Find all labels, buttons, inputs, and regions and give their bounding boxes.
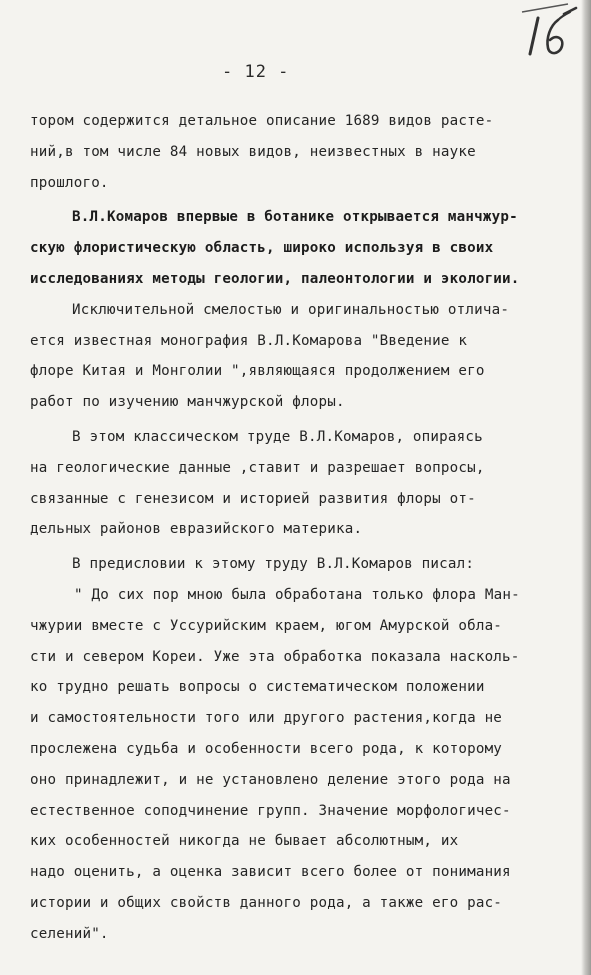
text-line: работ по изучению манчжурской флоры. bbox=[30, 394, 345, 411]
text-line: ется известная монография В.Л.Комарова "Введение к bbox=[30, 332, 468, 349]
text-line: В.Л.Комаров впервые в ботанике открывается манчжур- bbox=[72, 209, 518, 226]
text-line: ких особенностей никогда не бывает абсолютным, их bbox=[30, 833, 459, 850]
text-line: В этом классическом труде В.Л.Комаров, опираясь bbox=[72, 428, 483, 445]
text-line: В предисловии к этому труду В.Л.Комаров писал: bbox=[72, 556, 475, 573]
text-line: Исключительной смелостью и оригинальностью отлича- bbox=[72, 301, 510, 318]
body-text bbox=[30, 106, 570, 950]
text-line: селений". bbox=[30, 925, 109, 942]
text-line: на геологические данные ,ставит и разрешает вопросы, bbox=[30, 459, 485, 476]
text-line: исследованиях методы геологии, палеонтологии и экологии. bbox=[30, 270, 520, 287]
text-line: прослежена судьба и особенности всего рода, к которому bbox=[30, 740, 503, 757]
text-line: сти и севером Кореи. Уже эта обработка показала насколь- bbox=[30, 648, 520, 665]
text-line: надо оценить, а оценка зависит всего более от понимания bbox=[30, 864, 511, 881]
page-edge-shadow bbox=[581, 0, 591, 975]
text-line: флоре Китая и Монголии ",являющаяся продолжением его bbox=[30, 363, 485, 380]
text-line: скую флористическую область, широко используя в своих bbox=[30, 240, 494, 257]
text-line: чжурии вместе с Уссурийским краем, югом Амурской обла- bbox=[30, 617, 503, 634]
text-line: ко трудно решать вопросы о систематическом положении bbox=[30, 679, 485, 696]
text-line: дельных районов евразийского материка. bbox=[30, 521, 363, 538]
text-line: ний,в том числе 84 новых видов, неизвестных в науке bbox=[30, 143, 476, 160]
text-line: тором содержится детальное описание 1689 видов расте- bbox=[30, 113, 494, 129]
text-line: и самостоятельности того или другого растения,когда не bbox=[30, 710, 503, 727]
handwritten-page-number bbox=[520, 2, 584, 60]
text-line: истории и общих свойств данного рода, а также его рас- bbox=[30, 894, 503, 911]
page-number: - 12 - bbox=[222, 62, 290, 82]
text-line: естественное соподчинение групп. Значение морфологичес- bbox=[30, 802, 511, 819]
text-line: прошлого. bbox=[30, 174, 109, 191]
text-line: " До сих пор мною была обработана только флора Ман- bbox=[74, 586, 520, 603]
text-line: оно принадлежит, и не установлено деление этого рода на bbox=[30, 771, 511, 788]
text-line: связанные с генезисом и историей развития флоры от- bbox=[30, 490, 476, 507]
